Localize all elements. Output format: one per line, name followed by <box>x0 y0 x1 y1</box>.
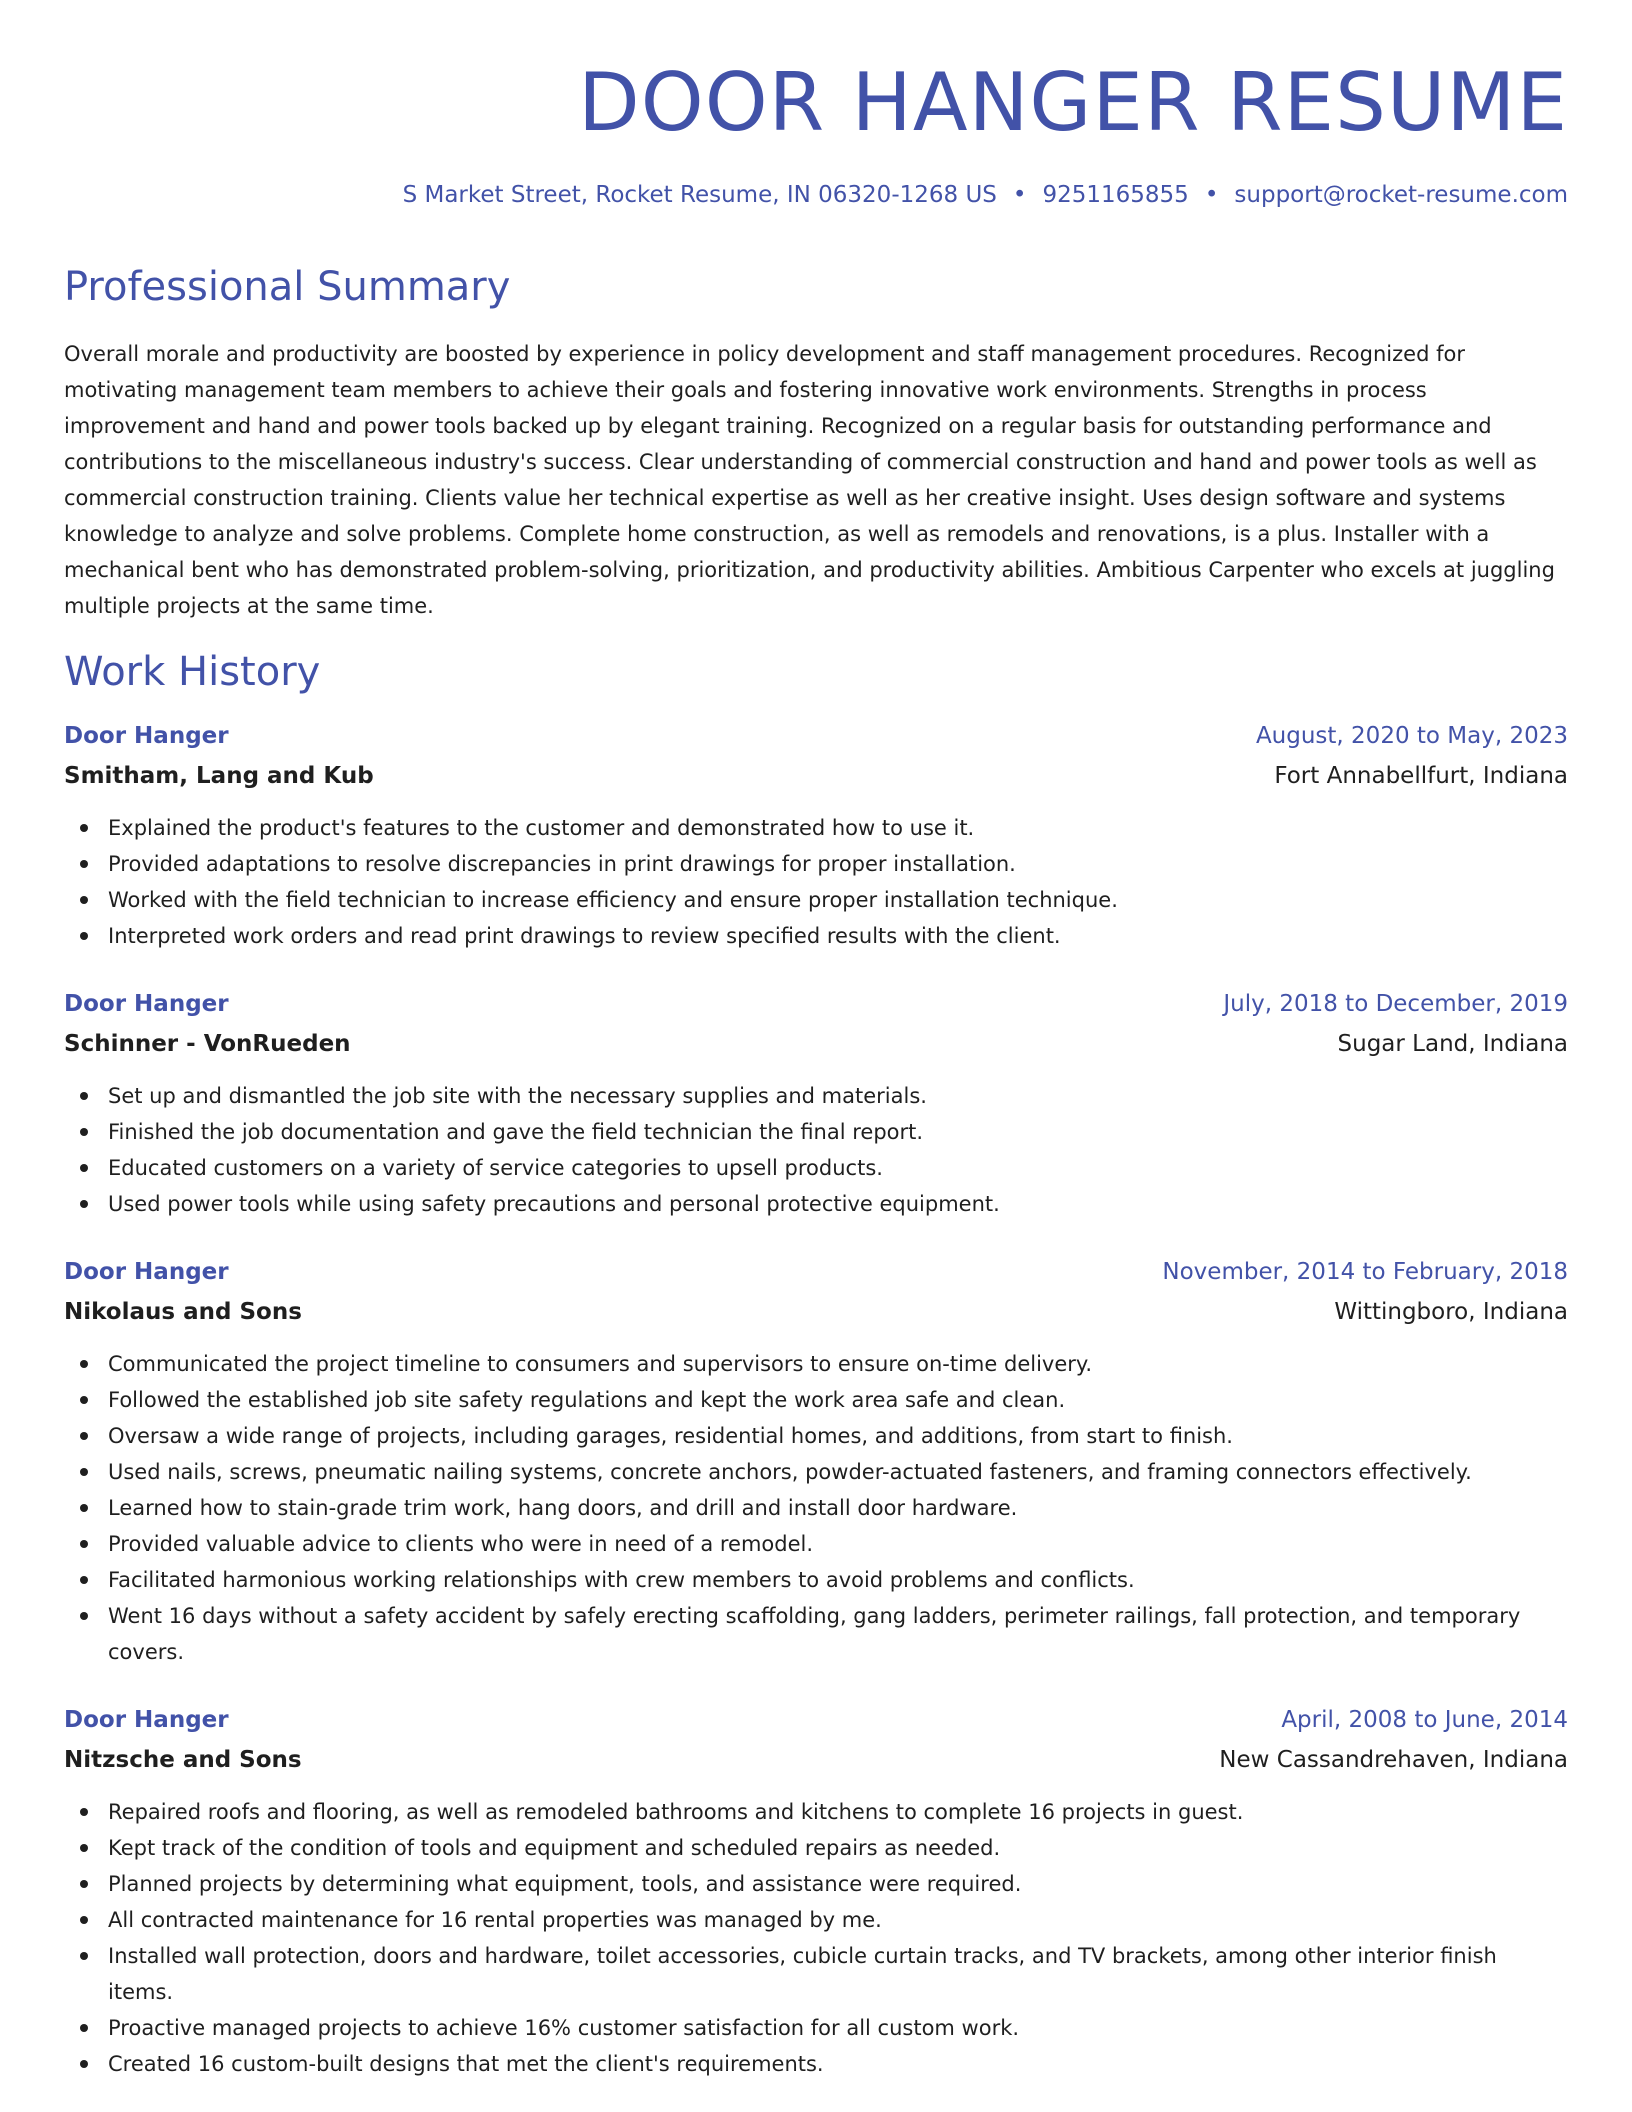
bullet-dot-icon <box>80 896 88 904</box>
company-name: Smitham, Lang and Kub <box>64 763 374 789</box>
job-bullet-text: Created 16 custom-built designs that met the client's requirements. <box>108 2052 824 2076</box>
job-location: Fort Annabellfurt, Indiana <box>1274 763 1568 789</box>
job-bullet-list <box>64 1346 1568 1670</box>
job-bullet-list <box>64 1078 1568 1222</box>
bullet-dot-icon <box>80 1612 88 1620</box>
contact-line <box>403 180 1568 210</box>
bullet-dot-icon <box>80 1576 88 1584</box>
job-bullet-text: Interpreted work orders and read print drawings to review specified results with the client. <box>108 924 1061 948</box>
job-bullet <box>64 1382 1568 1418</box>
job-bullet-text: Communicated the project timeline to consumers and supervisors to ensure on-time delivery. <box>108 1352 1092 1376</box>
company-name: Nikolaus and Sons <box>64 1299 302 1325</box>
job-dates: April, 2008 to June, 2014 <box>1281 1707 1568 1733</box>
job-entry <box>64 716 1568 954</box>
job-bullet-text: Kept track of the condition of tools and equipment and scheduled repairs as needed. <box>108 1836 1001 1860</box>
contact-email: support@rocket-resume.com <box>1234 182 1568 208</box>
company-name: Nitzsche and Sons <box>64 1747 302 1773</box>
bullet-dot-icon <box>80 1092 88 1100</box>
job-location: New Cassandrehaven, Indiana <box>1219 1747 1568 1773</box>
bullet-dot-icon <box>80 1396 88 1404</box>
contact-separator: • <box>1204 182 1219 208</box>
job-bullet-text: Installed wall protection, doors and hardware, toilet accessories, cubicle curtain tracks, and TV brackets, among other interior finish items. <box>108 1944 1497 2004</box>
job-bullet <box>64 810 1568 846</box>
bullet-dot-icon <box>80 1916 88 1924</box>
job-bullet-text: Planned projects by determining what equipment, tools, and assistance were required. <box>108 1872 1022 1896</box>
job-bullet-text: Finished the job documentation and gave the field technician the final report. <box>108 1120 924 1144</box>
bullet-dot-icon <box>80 1540 88 1548</box>
job-bullet <box>64 2046 1568 2082</box>
job-bullet <box>64 1186 1568 1222</box>
bullet-dot-icon <box>80 824 88 832</box>
bullet-dot-icon <box>80 1952 88 1960</box>
job-entry <box>64 984 1568 1222</box>
job-bullet-text: All contracted maintenance for 16 rental properties was managed by me. <box>108 1908 882 1932</box>
job-bullet <box>64 918 1568 954</box>
job-dates: November, 2014 to February, 2018 <box>1162 1259 1568 1285</box>
job-bullet-text: Went 16 days without a safety accident by safely erecting scaffolding, gang ladders, perimeter railings, fall protection, and temporary covers. <box>108 1604 1521 1664</box>
bullet-dot-icon <box>80 1164 88 1172</box>
job-bullet <box>64 1490 1568 1526</box>
bullet-dot-icon <box>80 2060 88 2068</box>
contact-address: S Market Street, Rocket Resume, IN 06320-1268 US <box>402 182 997 208</box>
bullet-dot-icon <box>80 2024 88 2032</box>
job-bullet <box>64 1526 1568 1562</box>
job-bullet-list <box>64 1794 1568 2082</box>
job-bullet-text: Oversaw a wide range of projects, including garages, residential homes, and additions, from start to finish. <box>108 1424 1233 1448</box>
job-bullet <box>64 2010 1568 2046</box>
job-title: Door Hanger <box>64 1259 229 1285</box>
job-bullet-text: Provided adaptations to resolve discrepancies in print drawings for proper installation. <box>108 852 1016 876</box>
job-bullet-text: Educated customers on a variety of service categories to upsell products. <box>108 1156 883 1180</box>
bullet-dot-icon <box>80 860 88 868</box>
job-title: Door Hanger <box>64 723 229 749</box>
job-bullet-text: Used nails, screws, pneumatic nailing systems, concrete anchors, powder-actuated fasteners, and framing connectors effectively. <box>108 1460 1472 1484</box>
resume-name: DOOR HANGER RESUME <box>578 56 1568 149</box>
job-bullet-text: Followed the established job site safety regulations and kept the work area safe and clean. <box>108 1388 1066 1412</box>
bullet-dot-icon <box>80 1880 88 1888</box>
job-bullet <box>64 1346 1568 1382</box>
contact-phone: 9251165855 <box>1042 182 1189 208</box>
work-history-heading: Work History <box>64 649 321 695</box>
job-bullet <box>64 1562 1568 1598</box>
company-name: Schinner - VonRueden <box>64 1031 351 1057</box>
summary-heading: Professional Summary <box>64 264 511 310</box>
job-bullet-text: Learned how to stain-grade trim work, hang doors, and drill and install door hardware. <box>108 1496 1018 1520</box>
bullet-dot-icon <box>80 1128 88 1136</box>
job-bullet-text: Repaired roofs and flooring, as well as remodeled bathrooms and kitchens to complete 16 projects in guest. <box>108 1800 1244 1824</box>
job-bullet <box>64 1598 1568 1670</box>
bullet-dot-icon <box>80 1200 88 1208</box>
job-bullet <box>64 1418 1568 1454</box>
job-bullet <box>64 1794 1568 1830</box>
job-bullet-list <box>64 810 1568 954</box>
job-bullet <box>64 882 1568 918</box>
job-entry <box>64 1252 1568 1670</box>
job-bullet <box>64 1866 1568 1902</box>
job-bullet-text: Explained the product's features to the customer and demonstrated how to use it. <box>108 816 975 840</box>
job-dates: August, 2020 to May, 2023 <box>1255 723 1568 749</box>
job-bullet-text: Proactive managed projects to achieve 16% customer satisfaction for all custom work. <box>108 2016 1020 2040</box>
job-bullet <box>64 1938 1568 2010</box>
job-bullet-text: Facilitated harmonious working relationships with crew members to avoid problems and conflicts. <box>108 1568 1135 1592</box>
job-dates: July, 2018 to December, 2019 <box>1223 991 1568 1017</box>
bullet-dot-icon <box>80 1468 88 1476</box>
job-bullet-text: Set up and dismantled the job site with the necessary supplies and materials. <box>108 1084 927 1108</box>
job-bullet-text: Worked with the field technician to increase efficiency and ensure proper installation technique. <box>108 888 1118 912</box>
job-title: Door Hanger <box>64 1707 229 1733</box>
contact-separator: • <box>1012 182 1027 208</box>
bullet-dot-icon <box>80 1844 88 1852</box>
job-bullet <box>64 1150 1568 1186</box>
bullet-dot-icon <box>80 1504 88 1512</box>
job-bullet <box>64 1114 1568 1150</box>
bullet-dot-icon <box>80 1360 88 1368</box>
job-location: Sugar Land, Indiana <box>1337 1031 1568 1057</box>
job-location: Wittingboro, Indiana <box>1334 1299 1568 1325</box>
summary-text: Overall morale and productivity are boosted by experience in policy development and staff management procedures. Recognized for motivating management team members to achieve their goals and fostering innovative work environments. Strengths in process improvement and hand and power tools backed up by elegant training. Recognized on a regular basis for outstanding performance and contributions to the miscellaneous industry's success. Clear understanding of commercial construction and hand and power tools as well as commercial construction training. Clients value her technical expertise as well as her creative insight. Uses design software and systems knowledge to analyze and solve problems. Complete home construction, as well as remodels and renovations, is a plus. Installer with a mechanical bent who has demonstrated problem-solving, prioritization, and productivity abilities. Ambitious Carpenter who excels at juggling multiple projects at the same time. <box>64 342 1555 618</box>
job-bullet-text: Provided valuable advice to clients who were in need of a remodel. <box>108 1532 814 1556</box>
job-entry <box>64 1700 1568 2082</box>
bullet-dot-icon <box>80 1808 88 1816</box>
bullet-dot-icon <box>80 1432 88 1440</box>
bullet-dot-icon <box>80 932 88 940</box>
job-title: Door Hanger <box>64 991 229 1017</box>
job-bullet <box>64 846 1568 882</box>
job-bullet <box>64 1830 1568 1866</box>
job-bullet-text: Used power tools while using safety precautions and personal protective equipment. <box>108 1192 1000 1216</box>
job-bullet <box>64 1454 1568 1490</box>
job-bullet <box>64 1078 1568 1114</box>
job-bullet <box>64 1902 1568 1938</box>
